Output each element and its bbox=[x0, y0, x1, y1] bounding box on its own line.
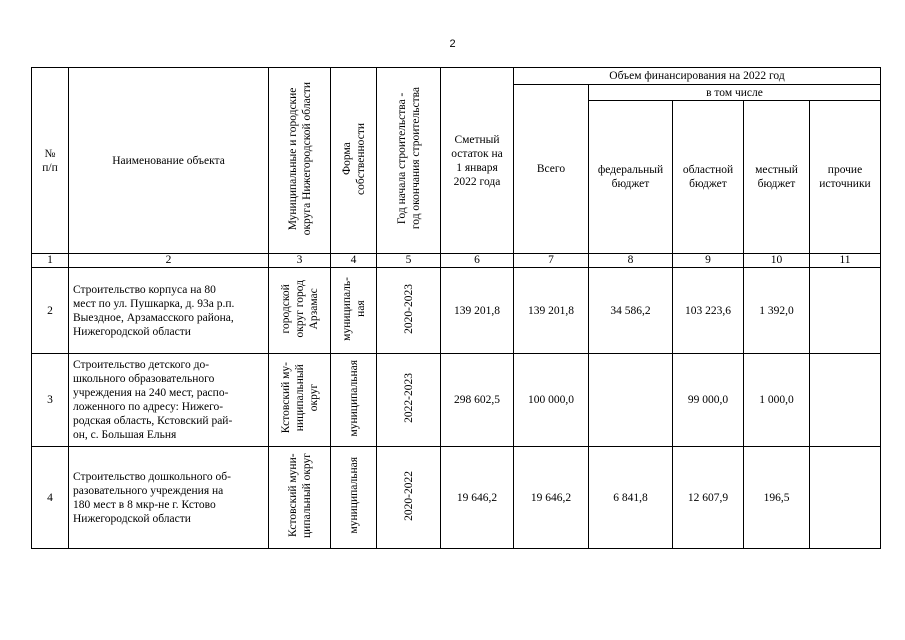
col-number: 3 bbox=[269, 254, 331, 268]
header-remaining: Сметный остаток на 1 января 2022 года bbox=[441, 68, 514, 254]
table-row bbox=[32, 268, 881, 354]
regional-budget: 103 223,6 bbox=[673, 268, 744, 354]
federal-budget bbox=[589, 354, 673, 447]
total-funding: 139 201,8 bbox=[514, 268, 589, 354]
construction-years: 2020-2022 bbox=[377, 447, 441, 549]
total-funding: 100 000,0 bbox=[514, 354, 589, 447]
col-number: 11 bbox=[810, 254, 881, 268]
row-number: 3 bbox=[32, 354, 69, 447]
remaining-estimate: 19 646,2 bbox=[441, 447, 514, 549]
total-funding: 19 646,2 bbox=[514, 447, 589, 549]
regional-budget: 12 607,9 bbox=[673, 447, 744, 549]
col-number: 2 bbox=[69, 254, 269, 268]
header-total: Всего bbox=[514, 85, 589, 254]
col-number: 7 bbox=[514, 254, 589, 268]
col-number: 5 bbox=[377, 254, 441, 268]
object-name: Строительство дошкольного об- разовательного учреждения на 180 мест в 8 мкр-не г. Кстово Нижегородской области bbox=[69, 447, 269, 549]
federal-budget: 6 841,8 bbox=[589, 447, 673, 549]
remaining-estimate: 298 602,5 bbox=[441, 354, 514, 447]
col-number: 9 bbox=[673, 254, 744, 268]
col-number: 6 bbox=[441, 254, 514, 268]
local-budget: 196,5 bbox=[744, 447, 810, 549]
municipal-district: городской округ город Арзамас bbox=[269, 268, 331, 354]
header-other: прочие источники bbox=[810, 101, 881, 254]
federal-budget: 34 586,2 bbox=[589, 268, 673, 354]
municipal-district: Кстовский му- ниципальный округ bbox=[269, 354, 331, 447]
col-number: 8 bbox=[589, 254, 673, 268]
object-name: Строительство детского до- школьного образовательного учреждения на 240 мест, распо- ложенного по адресу: Нижего- родская область, Кстовский рай- он, с. Большая Ельня bbox=[69, 354, 269, 447]
header-regional: областной бюджет bbox=[673, 101, 744, 254]
column-numbers-row bbox=[32, 254, 881, 268]
header-name: Наименование объекта bbox=[69, 68, 269, 254]
header-municipal: Муниципальные и городские округа Нижегородской области bbox=[269, 68, 331, 254]
header-years: Год начала строительства - год окончания строительства bbox=[377, 68, 441, 254]
financing-table bbox=[31, 67, 881, 549]
construction-years: 2022-2023 bbox=[377, 354, 441, 447]
other-sources bbox=[810, 447, 881, 549]
construction-years: 2020-2023 bbox=[377, 268, 441, 354]
header-local: местный бюджет bbox=[744, 101, 810, 254]
col-number: 4 bbox=[331, 254, 377, 268]
row-number: 2 bbox=[32, 268, 69, 354]
regional-budget: 99 000,0 bbox=[673, 354, 744, 447]
header-ownership: Форма собственности bbox=[331, 68, 377, 254]
table-row bbox=[32, 354, 881, 447]
ownership-form: муниципаль- ная bbox=[331, 268, 377, 354]
col-number: 10 bbox=[744, 254, 810, 268]
ownership-form: муниципальная bbox=[331, 354, 377, 447]
header-funding: Объем финансирования на 2022 год bbox=[514, 68, 881, 85]
ownership-form: муниципальная bbox=[331, 447, 377, 549]
local-budget: 1 392,0 bbox=[744, 268, 810, 354]
municipal-district: Кстовский муни- ципальный округ bbox=[269, 447, 331, 549]
row-number: 4 bbox=[32, 447, 69, 549]
other-sources bbox=[810, 268, 881, 354]
other-sources bbox=[810, 354, 881, 447]
header-including: в том числе bbox=[589, 85, 881, 101]
col-number: 1 bbox=[32, 254, 69, 268]
object-name: Строительство корпуса на 80 мест по ул. Пушкарка, д. 93а р.п. Выездное, Арзамасского района, Нижегородской области bbox=[69, 268, 269, 354]
remaining-estimate: 139 201,8 bbox=[441, 268, 514, 354]
table-row bbox=[32, 447, 881, 549]
local-budget: 1 000,0 bbox=[744, 354, 810, 447]
header-federal: федеральный бюджет bbox=[589, 101, 673, 254]
page-number: 2 bbox=[449, 38, 456, 50]
header-num: № п/п bbox=[32, 68, 69, 254]
